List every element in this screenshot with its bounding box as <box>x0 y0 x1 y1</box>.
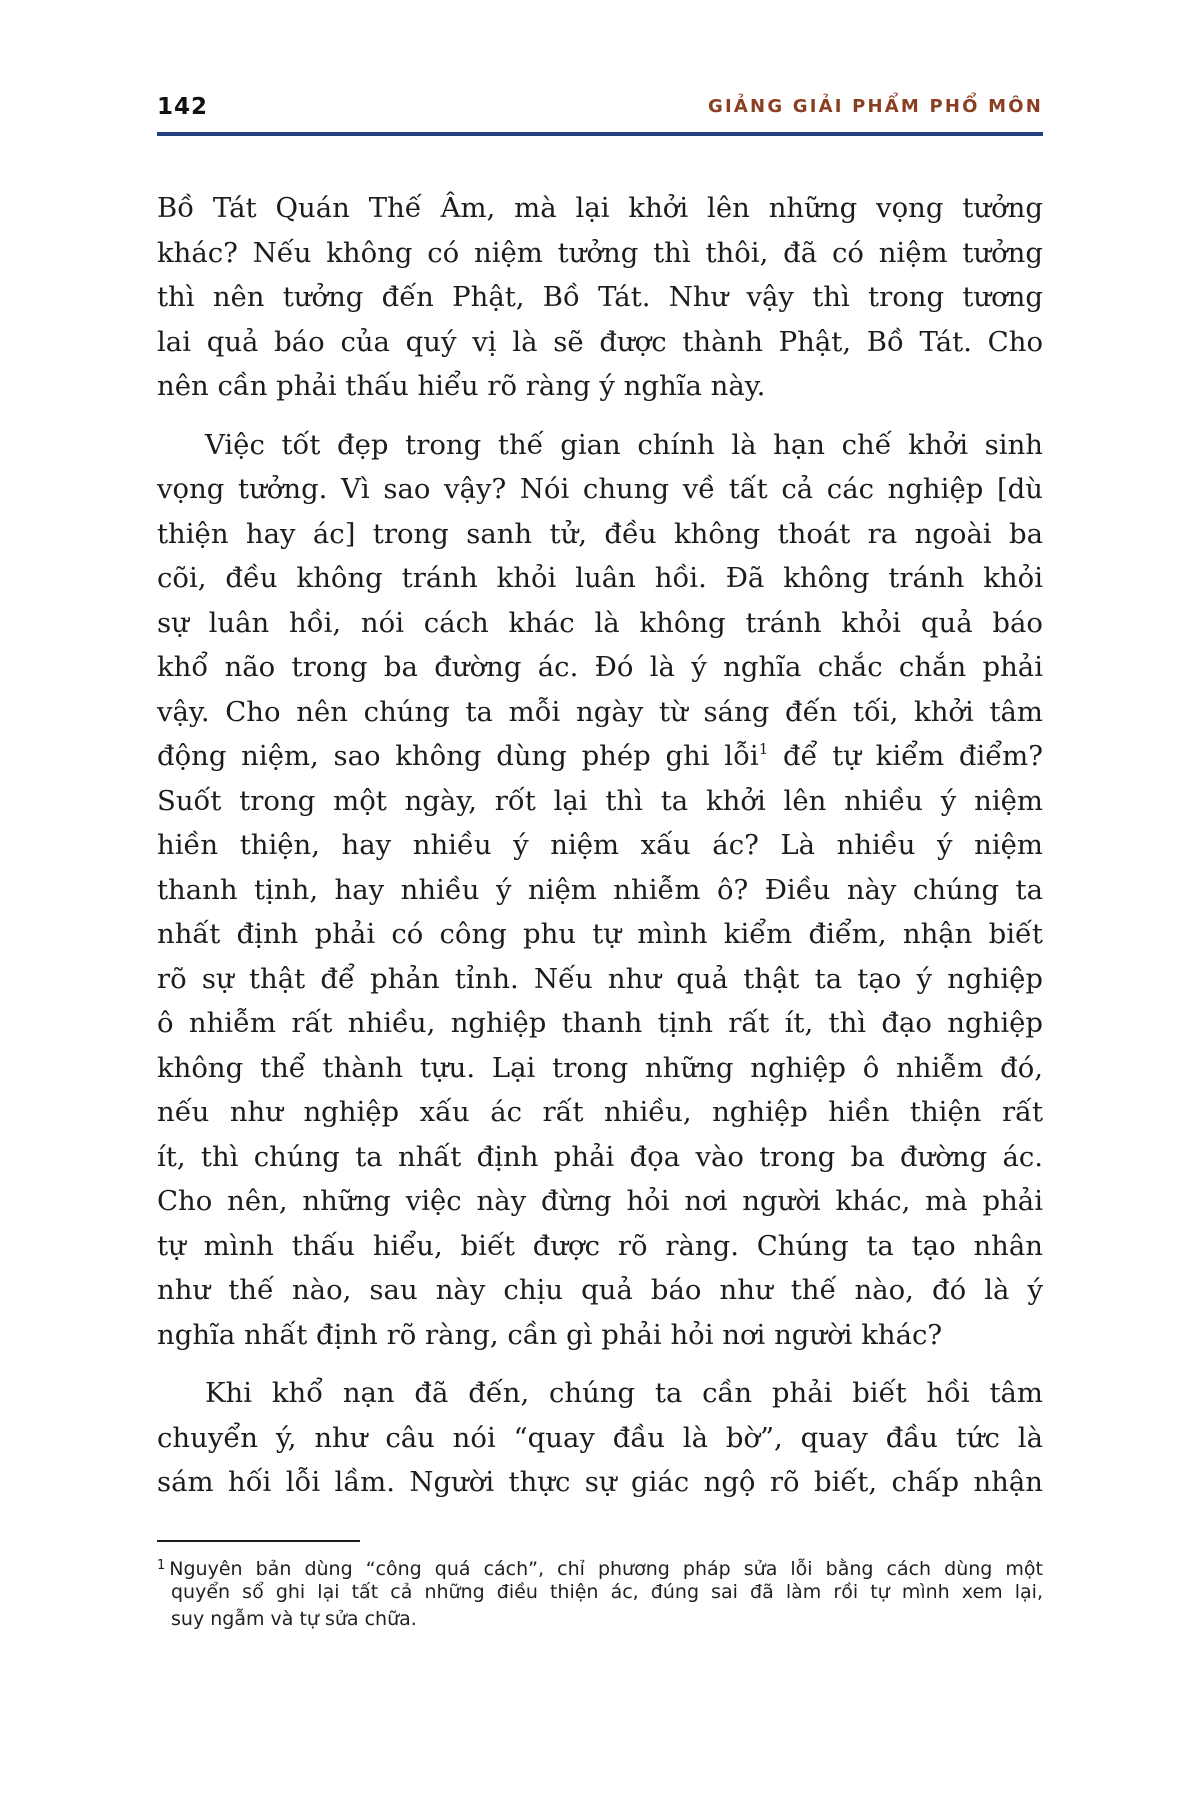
text-line: thiện hay ác] trong sanh tử, đều không thoát ra ngoài ba <box>157 517 1043 550</box>
text-line: Cho nên, những việc này đừng hỏi nơi người khác, mà phải <box>157 1185 1043 1217</box>
text-line: Việc tốt đẹp trong thế gian chính là hạn chế khởi sinh <box>205 428 1043 461</box>
text-line: như thế nào, sau này chịu quả báo như thế nào, đó là ý <box>157 1274 1043 1306</box>
footnote-marker: 1 <box>157 1558 166 1573</box>
body-text <box>157 186 1043 1519</box>
text-line: cõi, đều không tránh khỏi luân hồi. Đã không tránh khỏi <box>157 562 1043 594</box>
text-line: Suốt trong một ngày, rốt lại thì ta khởi lên nhiều ý niệm <box>157 784 1043 817</box>
text-line: Khi khổ nạn đã đến, chúng ta cần phải biết hồi tâm <box>205 1377 1043 1409</box>
text-line: sự luân hồi, nói cách khác là không tránh khỏi quả báo <box>157 606 1043 639</box>
paragraph-2 <box>157 423 1043 1358</box>
text-line: vậy. Cho nên chúng ta mỗi ngày từ sáng đến tối, khởi tâm <box>157 695 1043 728</box>
text-line: rõ sự thật để phản tỉnh. Nếu như quả thật ta tạo ý nghiệp <box>157 962 1043 995</box>
footnote-line: quyển sổ ghi lại tất cả những điều thiện ác, đúng sai đã làm rồi tự mình xem lại, <box>171 1581 1043 1603</box>
text-line: hiền thiện, hay nhiều ý niệm xấu ác? Là nhiều ý niệm <box>157 829 1043 861</box>
text-line: tự mình thấu hiểu, biết được rõ ràng. Chúng ta tạo nhân <box>157 1229 1043 1262</box>
text-line: lai quả báo của quý vị là sẽ được thành Phật, Bồ Tát. Cho <box>157 325 1043 358</box>
paragraph-3 <box>157 1371 1043 1505</box>
text-line: nhất định phải có công phu tự mình kiểm điểm, nhận biết <box>157 918 1043 950</box>
text-line: nếu như nghiệp xấu ác rất nhiều, nghiệp hiền thiện rất <box>157 1096 1043 1128</box>
page-number: 142 <box>157 94 209 120</box>
text-line: nên cần phải thấu hiểu rõ ràng ý nghĩa này. <box>157 370 766 402</box>
text-line: thì nên tưởng đến Phật, Bồ Tát. Như vậy thì trong tương <box>157 281 1043 313</box>
running-header <box>157 92 1043 128</box>
header-rule <box>157 132 1043 136</box>
footnote-1 <box>157 1552 1043 1633</box>
text-line: Bồ Tát Quán Thế Âm, mà lại khởi lên những vọng tưởng <box>157 192 1043 224</box>
text-segment: động niệm, sao không dùng phép ghi lỗi <box>157 740 759 772</box>
paragraph-1 <box>157 186 1043 409</box>
text-line: khác? Nếu không có niệm tưởng thì thôi, đã có niệm tưởng <box>157 236 1043 269</box>
text-line: nghĩa nhất định rõ ràng, cần gì phải hỏi nơi người khác? <box>157 1318 943 1351</box>
text-line: chuyển ý, như câu nói “quay đầu là bờ”, quay đầu tức là <box>157 1421 1043 1454</box>
text-line: ô nhiễm rất nhiều, nghiệp thanh tịnh rất ít, thì đạo nghiệp <box>157 1007 1043 1039</box>
footnote-line <box>157 1552 1043 1579</box>
footnotes <box>157 1552 1043 1633</box>
footnote-reference[interactable]: 1 <box>758 740 769 758</box>
text-line: không thể thành tựu. Lại trong những nghiệp ô nhiễm đó, <box>157 1051 1043 1084</box>
text-line: thanh tịnh, hay nhiều ý niệm nhiễm ô? Điều này chúng ta <box>157 873 1043 906</box>
footnote-line: suy ngẫm và tự sửa chữa. <box>171 1608 417 1630</box>
text-line: vọng tưởng. Vì sao vậy? Nói chung về tất cả các nghiệp [dù <box>157 473 1043 505</box>
footnote-separator <box>157 1540 360 1542</box>
text-line: khổ não trong ba đường ác. Đó là ý nghĩa chắc chắn phải <box>157 651 1043 683</box>
book-title: GIẢNG GIẢI PHẨM PHỔ MÔN <box>708 96 1043 117</box>
text-segment: để tự kiểm điểm? <box>768 740 1043 772</box>
text-line-with-footnote <box>157 734 1043 779</box>
text-line: ít, thì chúng ta nhất định phải đọa vào trong ba đường ác. <box>157 1140 1043 1173</box>
text-line: sám hối lỗi lầm. Người thực sự giác ngộ rõ biết, chấp nhận <box>157 1466 1043 1498</box>
footnote-text: Nguyên bản dùng “công quá cách”, chỉ phương pháp sửa lỗi bằng cách dùng một <box>169 1558 1043 1580</box>
